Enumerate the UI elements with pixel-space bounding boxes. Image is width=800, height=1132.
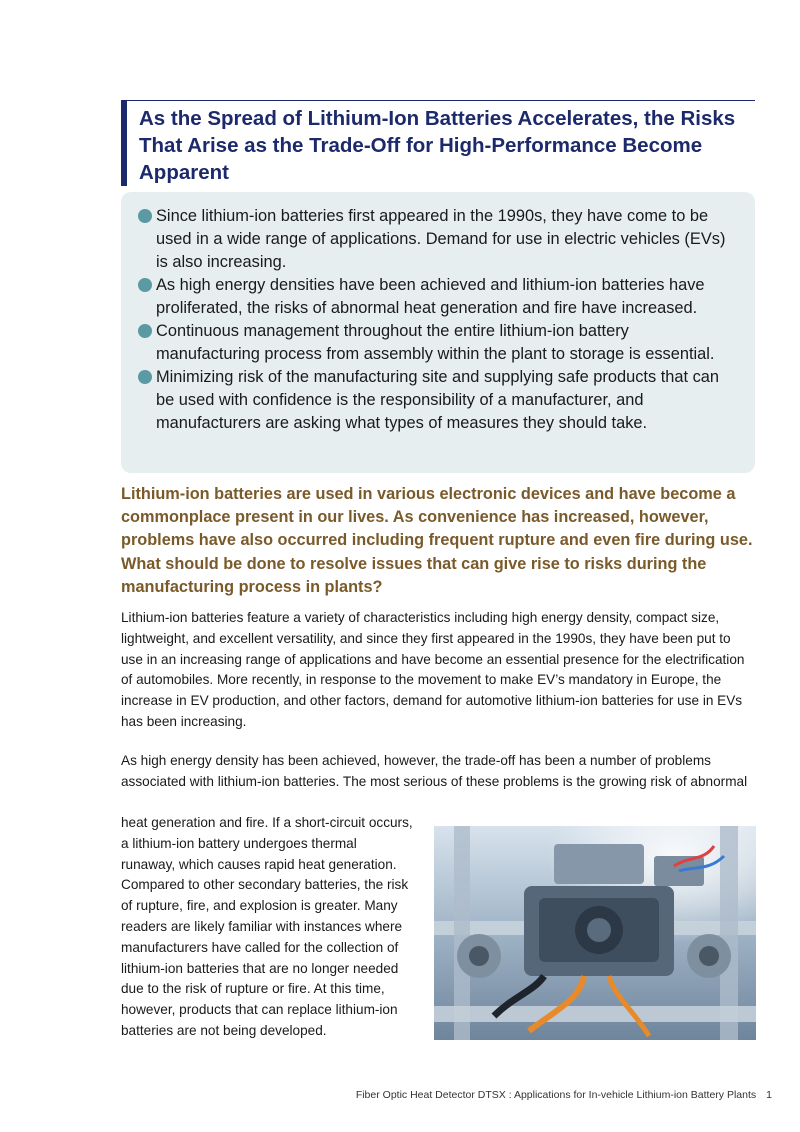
summary-list [138,205,735,435]
bullet-circle-icon [138,278,152,292]
summary-item-text: As high energy densities have been achieved and lithium-ion batteries have proliferated, the risks of abnormal heat generation and fire have increased. [156,276,705,317]
list-item [138,320,735,366]
body-paragraph-2-continued: heat generation and fire. If a short-circuit occurs, a lithium-ion battery undergoes thermal runaway, which causes rapid heat generation. Compared to other secondary batteries, the risk of rupture, fire, and explosion is greater. Many readers are likely familiar with instances where manufacturers have called for the collection of lithium-ion batteries that are no longer needed due to the risk of rupture or fire. At this time, however, products that can replace lithium-ion batteries are not being developed. [121,815,413,1038]
summary-item-text: Minimizing risk of the manufacturing site and supplying safe products that can be used with confidence is the responsibility of a manufacturer, and manufacturers are asking what types of measures they should take. [156,368,720,432]
page-footer [356,1089,772,1101]
bullet-circle-icon [138,209,152,223]
summary-item-text: Continuous management throughout the entire lithium-ion battery manufacturing process from assembly within the plant to storage is essential. [156,322,715,363]
page-number: 1 [766,1089,772,1101]
ev-chassis-photo [434,826,756,1040]
page-title: As the Spread of Lithium-Ion Batteries Accelerates, the Risks That Arise as the Trade-Off for High-Performance Become Apparent [139,107,736,184]
bullet-circle-icon [138,324,152,338]
ev-chassis-illustration [434,826,756,1040]
list-item [138,366,735,435]
body-paragraph-2-intro: As high energy density has been achieved, however, the trade-off has been a number of problems associated with lithium-ion batteries. The most serious of these problems is the growing risk of abnormal [121,753,748,789]
list-item [138,274,735,320]
footer-text: Fiber Optic Heat Detector DTSX : Applications for In-vehicle Lithium-ion Battery Plants [355,1089,757,1101]
section-heading [121,100,755,186]
lead-paragraph: Lithium-ion batteries are used in various electronic devices and have become a commonplace present in our lives. As convenience has increased, however, problems have also occurred including frequent rupture and even fire during use. What should be done to resolve issues that can give rise to risks during the manufacturing process in plants? [121,485,753,596]
summary-item-text: Since lithium-ion batteries first appeared in the 1990s, they have come to be used in a wide range of applications. Demand for use in electric vehicles (EVs) is also increasing. [156,207,726,271]
body-paragraph-1: Lithium-ion batteries feature a variety of characteristics including high energy density, compact size, lightweight, and excellent versatility, and since they first appeared in the 1990s, they have been put to use in an increasing range of applications and have become an essential presence for the electrification of automobiles. More recently, in response to the movement to make EV’s mandatory in Europe, the increase in EV production, and other factors, demand for automotive lithium-ion batteries for use in EVs has been increasing. [121,610,745,729]
bullet-circle-icon [138,370,152,384]
list-item [138,205,735,274]
summary-box [121,192,755,473]
